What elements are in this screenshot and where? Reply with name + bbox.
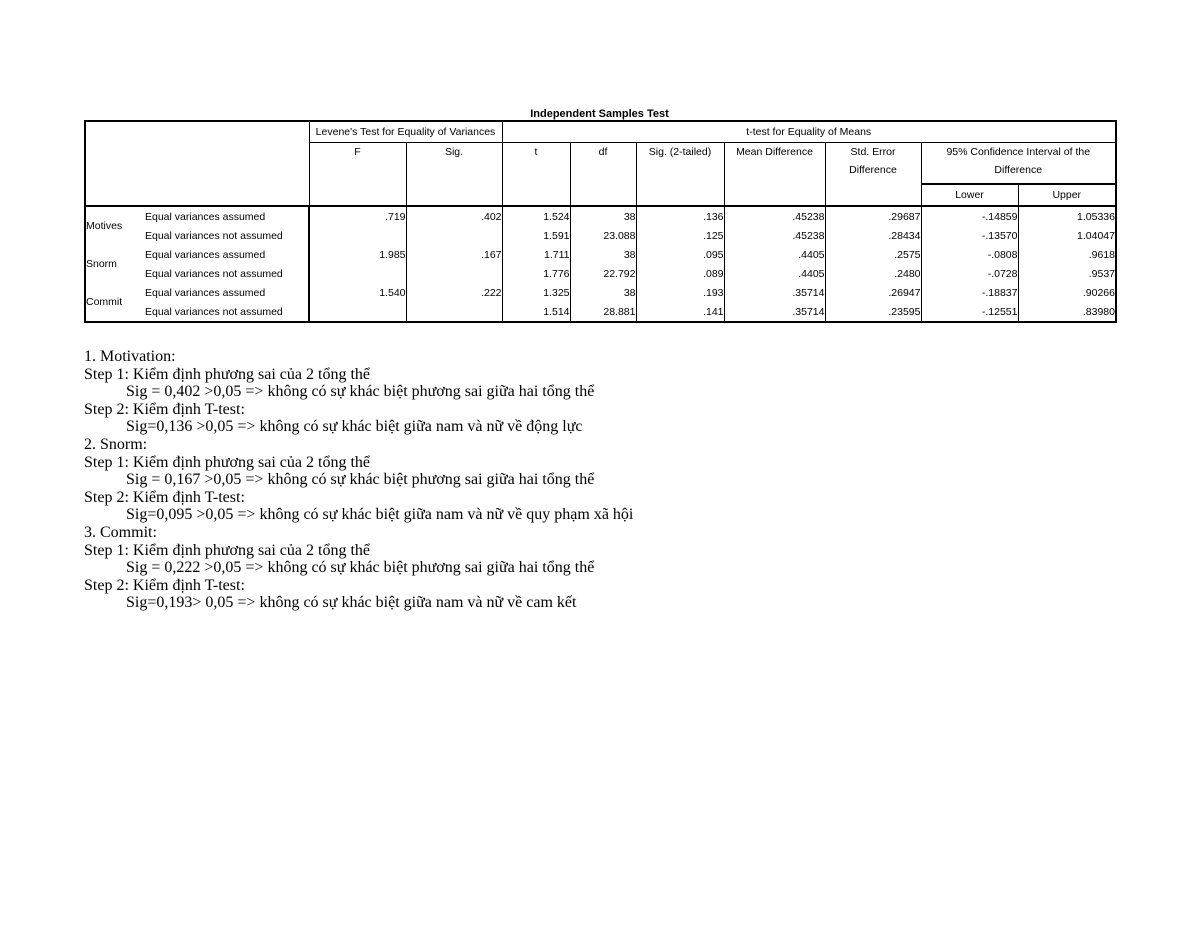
cell-df: 28.881 [570, 302, 636, 322]
cell-ci-lower: -.12551 [921, 302, 1018, 322]
header-corner [85, 121, 309, 206]
note-line: Step 2: Kiểm định T-test: [84, 400, 245, 418]
note-line: Step 1: Kiểm định phương sai của 2 tổng thể [84, 541, 370, 559]
cell-f: .719 [309, 206, 406, 226]
row-label: Equal variances not assumed [145, 229, 283, 242]
cell-sig2: .141 [636, 302, 724, 322]
cell-f: 1.540 [309, 283, 406, 302]
cell-mean-diff: .4405 [724, 264, 825, 283]
cell-sig: .222 [406, 283, 502, 302]
note-line: Sig = 0,402 >0,05 => không có sự khác biệt phương sai giữa hai tổng thể [126, 383, 595, 401]
cell-ci-upper: .90266 [1018, 283, 1116, 302]
table-row [85, 206, 1116, 226]
col-upper-header: Upper [1018, 184, 1116, 206]
cell-df: 38 [570, 245, 636, 264]
col-ci-line2: Difference [994, 164, 1043, 176]
cell-std-error: .2575 [825, 245, 921, 264]
table-row [85, 283, 1116, 302]
cell-ci-lower: -.18837 [921, 283, 1018, 302]
independent-samples-test-table [84, 120, 1117, 323]
col-sig-header: Sig. [406, 143, 502, 207]
table-row [85, 264, 1116, 283]
cell-ci-upper: 1.05336 [1018, 206, 1116, 226]
cell-mean-diff: .45238 [724, 226, 825, 245]
cell-ci-lower: -.0808 [921, 245, 1018, 264]
cell-sig: .402 [406, 206, 502, 226]
note-line: Step 2: Kiểm định T-test: [84, 576, 245, 594]
cell-t: 1.711 [502, 245, 570, 264]
interpretation-notes [84, 348, 633, 612]
col-sig2-header: Sig. (2-tailed) [636, 143, 724, 207]
cell-std-error: .26947 [825, 283, 921, 302]
cell-df: 23.088 [570, 226, 636, 245]
col-t-header: t [502, 143, 570, 207]
note-line: 1. Motivation: [84, 348, 176, 365]
cell-std-error: .29687 [825, 206, 921, 226]
cell-ci-upper: .9618 [1018, 245, 1116, 264]
cell-df: 38 [570, 206, 636, 226]
cell-sig2: .136 [636, 206, 724, 226]
row-label: Equal variances not assumed [145, 267, 283, 280]
note-line: Step 2: Kiểm định T-test: [84, 488, 245, 506]
group-label: Motives [86, 220, 123, 232]
col-df-header: df [570, 143, 636, 207]
cell-mean-diff: .35714 [724, 302, 825, 322]
col-f-header: F [309, 143, 406, 207]
group-label: Commit [86, 296, 123, 308]
cell-sig [406, 302, 502, 322]
cell-sig2: .089 [636, 264, 724, 283]
note-line: Sig=0,193> 0,05 => không có sự khác biệt giữa nam và nữ về cam kết [126, 594, 577, 612]
group-label: Snorm [86, 258, 117, 270]
row-label: Equal variances assumed [145, 248, 266, 261]
col-std-error-line2: Difference [849, 164, 897, 176]
cell-sig [406, 264, 502, 283]
row-label: Equal variances not assumed [145, 305, 283, 318]
note-line: Step 1: Kiểm định phương sai của 2 tổng thể [84, 365, 370, 383]
table-title: Independent Samples Test [530, 108, 669, 120]
table-row [85, 245, 1116, 264]
ttest-header: t-test for Equality of Means [502, 121, 1116, 143]
cell-df: 22.792 [570, 264, 636, 283]
cell-sig2: .193 [636, 283, 724, 302]
col-std-error-header [825, 143, 921, 207]
cell-mean-diff: .4405 [724, 245, 825, 264]
cell-ci-lower: -.13570 [921, 226, 1018, 245]
cell-f [309, 264, 406, 283]
cell-t: 1.514 [502, 302, 570, 322]
cell-t: 1.524 [502, 206, 570, 226]
cell-sig [406, 226, 502, 245]
cell-std-error: .2480 [825, 264, 921, 283]
note-line: 2. Snorm: [84, 435, 148, 453]
cell-t: 1.591 [502, 226, 570, 245]
col-ci-header [921, 143, 1116, 185]
table-row [85, 226, 1116, 245]
cell-sig2: .125 [636, 226, 724, 245]
cell-df: 38 [570, 283, 636, 302]
cell-t: 1.325 [502, 283, 570, 302]
note-line: Sig=0,095 >0,05 => không có sự khác biệt giữa nam và nữ về quy phạm xã hội [126, 506, 634, 524]
cell-ci-lower: -.14859 [921, 206, 1018, 226]
col-std-error-line1: Std. Error [850, 146, 896, 158]
cell-mean-diff: .35714 [724, 283, 825, 302]
levene-header: Levene's Test for Equality of Variances [309, 121, 502, 143]
cell-ci-lower: -.0728 [921, 264, 1018, 283]
cell-sig: .167 [406, 245, 502, 264]
note-line: Sig = 0,222 >0,05 => không có sự khác biệt phương sai giữa hai tổng thể [126, 559, 595, 577]
row-label: Equal variances assumed [145, 210, 266, 223]
cell-std-error: .28434 [825, 226, 921, 245]
note-line: Sig = 0,167 >0,05 => không có sự khác biệt phương sai giữa hai tổng thể [126, 471, 595, 489]
col-lower-header: Lower [921, 184, 1018, 206]
cell-mean-diff: .45238 [724, 206, 825, 226]
cell-f: 1.985 [309, 245, 406, 264]
col-mean-diff-header: Mean Difference [724, 143, 825, 207]
col-ci-line1: 95% Confidence Interval of the [946, 146, 1091, 158]
cell-f [309, 302, 406, 322]
note-line: Sig=0,136 >0,05 => không có sự khác biệt giữa nam và nữ về động lực [126, 418, 583, 436]
cell-sig2: .095 [636, 245, 724, 264]
cell-std-error: .23595 [825, 302, 921, 322]
note-line: Step 1: Kiểm định phương sai của 2 tổng thể [84, 453, 370, 471]
cell-ci-upper: .9537 [1018, 264, 1116, 283]
cell-ci-upper: .83980 [1018, 302, 1116, 322]
table-row [85, 302, 1116, 322]
cell-f [309, 226, 406, 245]
row-label: Equal variances assumed [145, 286, 266, 299]
note-line: 3. Commit: [84, 523, 157, 541]
cell-t: 1.776 [502, 264, 570, 283]
cell-ci-upper: 1.04047 [1018, 226, 1116, 245]
